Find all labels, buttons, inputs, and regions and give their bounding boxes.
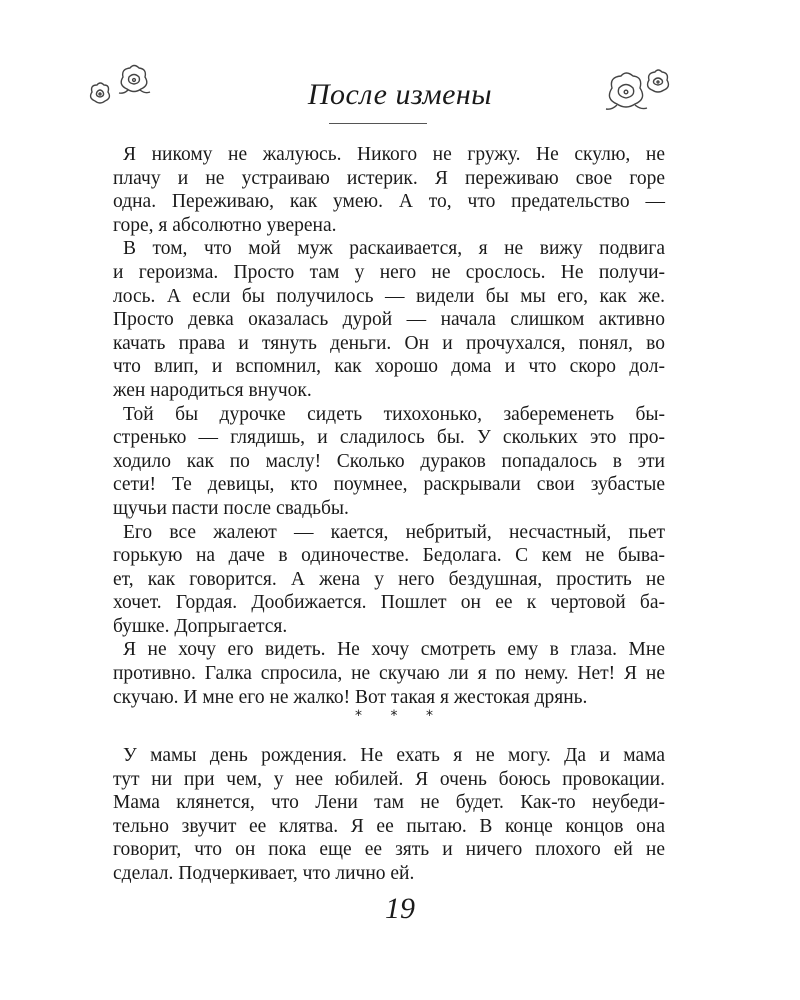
text-line: горе, я абсолютно уверена. — [113, 214, 337, 236]
section-divider: * * * — [355, 708, 445, 724]
title-rule — [329, 123, 427, 124]
text-line: щучьи пасти после свадьбы. — [113, 497, 349, 519]
section-two-text — [113, 744, 665, 886]
text-line: хочет. Гордая. Дообижается. Пошлет он ее к чертовой ба- — [113, 592, 665, 614]
text-line: Просто девка оказалась дурой — начала слишком активно — [113, 309, 665, 331]
text-line: Той бы дурочке сидеть тихохонько, забеременеть бы- — [123, 403, 665, 425]
text-line: качать права и тянуть деньги. Он и прочухался, понял, во — [113, 332, 665, 354]
text-line: У мамы день рождения. Не ехать я не могу. Да и мама — [123, 745, 665, 766]
text-line: бушке. Допрыгается. — [113, 615, 288, 637]
text-line: противно. Галка спросила, не скучаю ли я по нему. Нет! Я не — [113, 663, 665, 685]
text-line: тельно звучит ее клятва. Я ее пытаю. В конце концов она — [113, 815, 665, 837]
text-line: В том, что мой муж раскаивается, я не вижу подвига — [123, 238, 665, 260]
section-one-text — [113, 143, 665, 709]
text-line: Его все жалеют — кается, небритый, несчастный, пьет — [123, 521, 665, 543]
text-line: плачу и не устраиваю истерик. Я переживаю свое горе — [113, 167, 665, 189]
text-line: сделал. Подчеркивает, что лично ей. — [113, 862, 415, 884]
text-line: горькую на даче в одиночестве. Бедолага. С кем не быва- — [113, 545, 665, 567]
page-title: После измены — [307, 78, 493, 111]
text-line: Мама клянется, что Лени там не будет. Как-то неубеди- — [113, 792, 665, 814]
text-line: тут ни при чем, у нее юбилей. Я очень боюсь провокации. — [113, 768, 665, 790]
text-line: скучаю. И мне его не жалко! Вот такая я жестокая дрянь. — [113, 686, 588, 708]
text-line: ет, как говорится. А жена у него бездушная, простить не — [113, 568, 665, 590]
text-line: ходило как по маслу! Сколько дураков попадалось в эти — [113, 450, 665, 472]
text-line: стренько — глядишь, и сладилось бы. У скольких это про- — [113, 427, 665, 449]
text-line: жен народиться внучок. — [113, 379, 312, 401]
text-line: одна. Переживаю, как умею. А то, что предательство — — [113, 191, 665, 213]
text-line: и героизма. Просто там у него не срослось. Не получи- — [113, 261, 665, 283]
text-line: говорит, что он пока еще ее зять и ничего плохого ей не — [113, 839, 665, 861]
text-line: сети! Те девицы, кто поумнее, раскрывали свои зубастые — [113, 474, 665, 496]
text-line: что влип, и вспомнил, как хорошо дома и что скоро дол- — [113, 356, 665, 378]
text-line: лось. А если бы получилось — видели бы мы его, как же. — [113, 285, 665, 307]
text-line: Я никому не жалуюсь. Никого не гружу. Не скулю, не — [123, 144, 665, 165]
text-line: Я не хочу его видеть. Не хочу смотреть ему в глаза. Мне — [123, 639, 665, 661]
page-number: 19 — [385, 892, 415, 925]
